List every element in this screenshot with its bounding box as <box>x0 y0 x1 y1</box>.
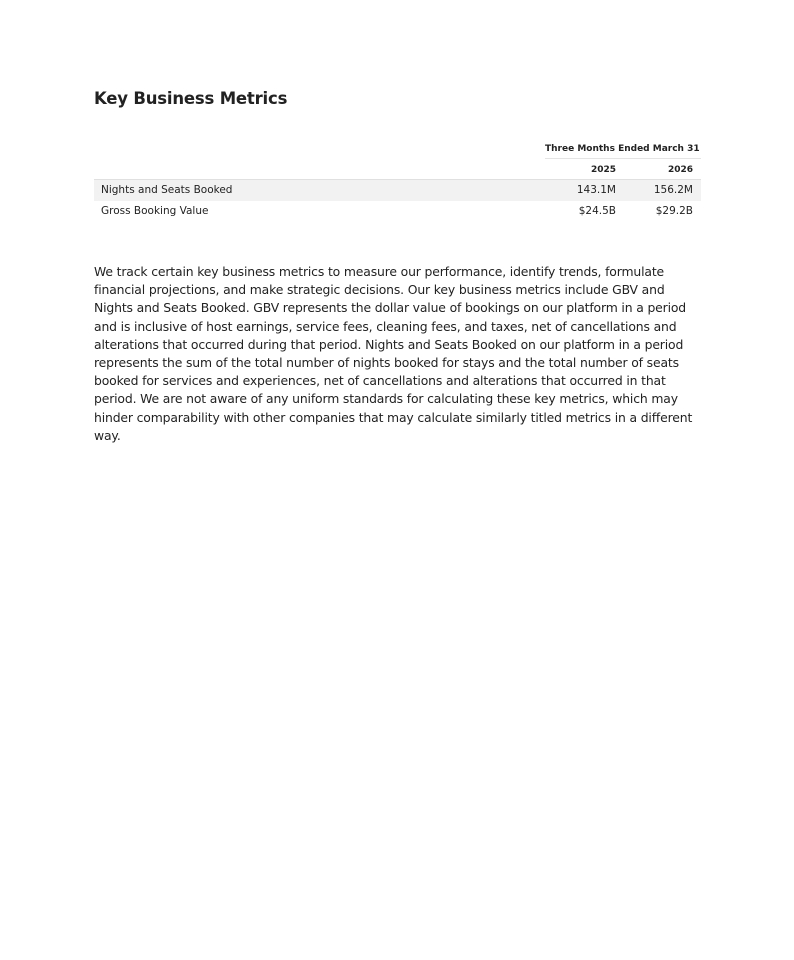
year-header-2026: 2026 <box>667 165 693 175</box>
row-value-2026: $29.2B <box>655 205 693 217</box>
year-header-2025: 2025 <box>590 165 616 175</box>
row-value-2025: 143.1M <box>576 184 616 196</box>
table-row <box>94 180 701 201</box>
section-title: Key Business Metrics <box>94 89 288 108</box>
row-label-nights-and-seats-booked: Nights and Seats Booked <box>101 184 233 196</box>
year-header-row <box>94 160 701 180</box>
body-paragraph: We track certain key business metrics to measure our performance, identify trends, formulate financial projections, and make strategic decisions. Our key business metrics include GBV and Nights and Seats Booked. GBV represents the dollar value of bookings on our platform in a period and is inclusive of host earnings, service fees, cleaning fees, and taxes, net of cancellations and alterations that occurred during that period. Nights and Seats Booked on our platform in a period represents the sum of the total number of nights booked for stays and the total number of seats booked for services and experiences, net of cancellations and alterations that occurred in that period. We are not aware of any uniform standards for calculating these key metrics, which may hinder comparability with other companies that may calculate similarly titled metrics in a different way. <box>94 264 693 443</box>
period-header: Three Months Ended March 31 <box>545 140 701 159</box>
row-label-gross-booking-value: Gross Booking Value <box>101 205 209 217</box>
row-value-2025: $24.5B <box>578 205 616 217</box>
row-value-2026: 156.2M <box>653 184 693 196</box>
table-row <box>94 201 701 222</box>
